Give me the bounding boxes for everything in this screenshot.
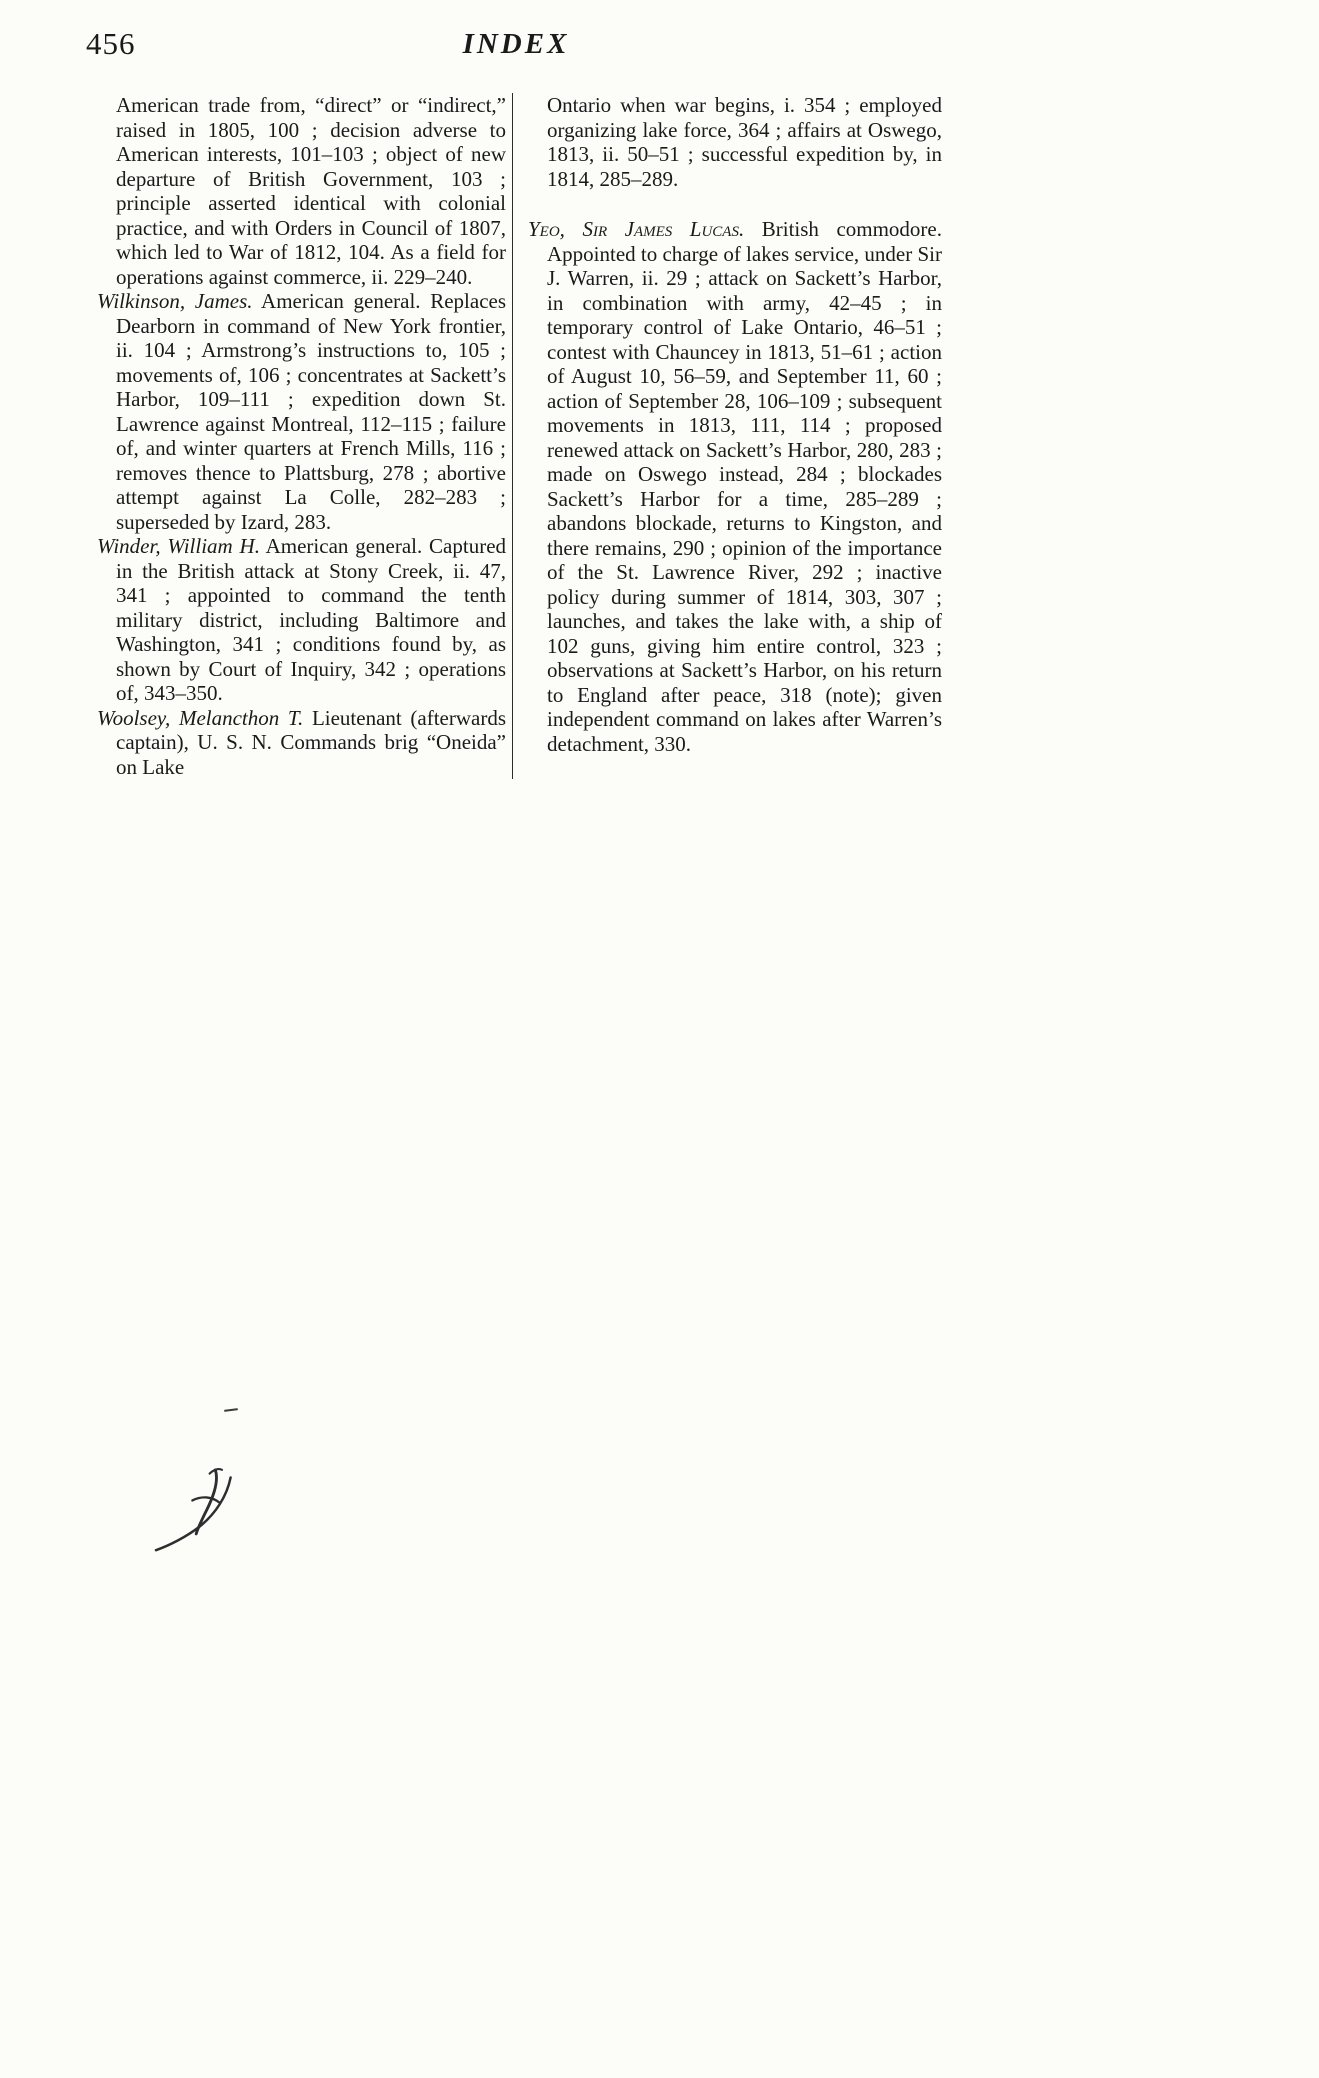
pen-dash-mark [224,1408,238,1412]
entry-headword: Yeo, Sir James Lucas. [528,217,745,241]
index-entry [97,706,506,780]
entry-text: British commodore. Appointed to charge of lakes service, under Sir J. Warren, ii. 29 ; attack on Sackett’s Harbor, in combination with army, 42–45 ; in temporary control of Lake Ontario, 46–51 ; contest with Chauncey in 1813, 51–61 ; action of August 10, 56–59, and September 11, 60 ; action of September 28, 106–109 ; subsequent movements in 1813, 111, 114 ; proposed renewed attack on Sackett’s Harbor, 280, 283 ; made on Oswego instead, 284 ; blockades Sackett’s Harbor for a time, 285–289 ; abandons blockade, returns to Kingston, and there remains, 290 ; opinion of the importance of the St. Lawrence River, 292 ; inactive policy during summer of 1814, 303, 307 ; launches, and takes the lake with, a ship of 102 guns, giving him entire control, 323 ; observations at Sackett’s Harbor, on his return to England after peace, 318 (note); given independent command on lakes after Warren’s detachment, 330. [547,217,943,756]
entry-headword: Woolsey, Melancthon T. [97,705,304,730]
right-column [528,93,942,779]
entry-text: American trade from, “direct” or “indirect,” raised in 1805, 100 ; decision adverse to American interests, 101–103 ; object of new departure of British Government, 103 ; principle asserted identical with colonial practice, and with Orders in Council of 1807, which led to War of 1812, 104. As a field for operations against commerce, ii. 229–240. [116,93,506,289]
entry-headword: Winder, William H. [97,534,260,558]
entry-headword: Wilkinson, James. [97,289,253,313]
index-entry [97,289,506,534]
entry-text: Lieutenant (afterwards captain), U. S. N. Commands brig “Oneida” on Lake [116,705,507,779]
index-entry-continuation [97,93,506,289]
entry-text: Ontario when war begins, i. 354 ; employed organizing lake force, 364 ; affairs at Oswego, 1813, ii. 50–51 ; successful expedition by, in 1814, 285–289. [547,93,942,191]
column-divider [512,93,513,779]
index-entry [97,534,506,706]
entry-text: American general. Replaces Dearborn in command of New York frontier, ii. 104 ; Armstrong’s instructions to, 105 ; movements of, 106 ; concentrates at Sackett’s Harbor, 109–111 ; expedition down St. Lawrence against Montreal, 112–115 ; failure of, and winter quarters at French Mills, 116 ; removes thence to Plattsburg, 278 ; abortive attempt against La Colle, 282–283 ; superseded by Izard, 283. [116,289,507,534]
running-head: INDEX [462,28,570,60]
index-entry [528,217,942,756]
left-column [97,93,506,779]
index-entry-continuation [528,93,942,191]
index-text-block [97,93,943,779]
handwritten-mark [152,1466,248,1554]
page-number: 456 [86,26,136,61]
entry-text: American general. Captured in the British attack at Stony Creek, ii. 47, 341 ; appointed to command the tenth military district, including Baltimore and Washington, 341 ; conditions found by, as shown by Court of Inquiry, 342 ; operations of, 343–350. [116,534,507,705]
